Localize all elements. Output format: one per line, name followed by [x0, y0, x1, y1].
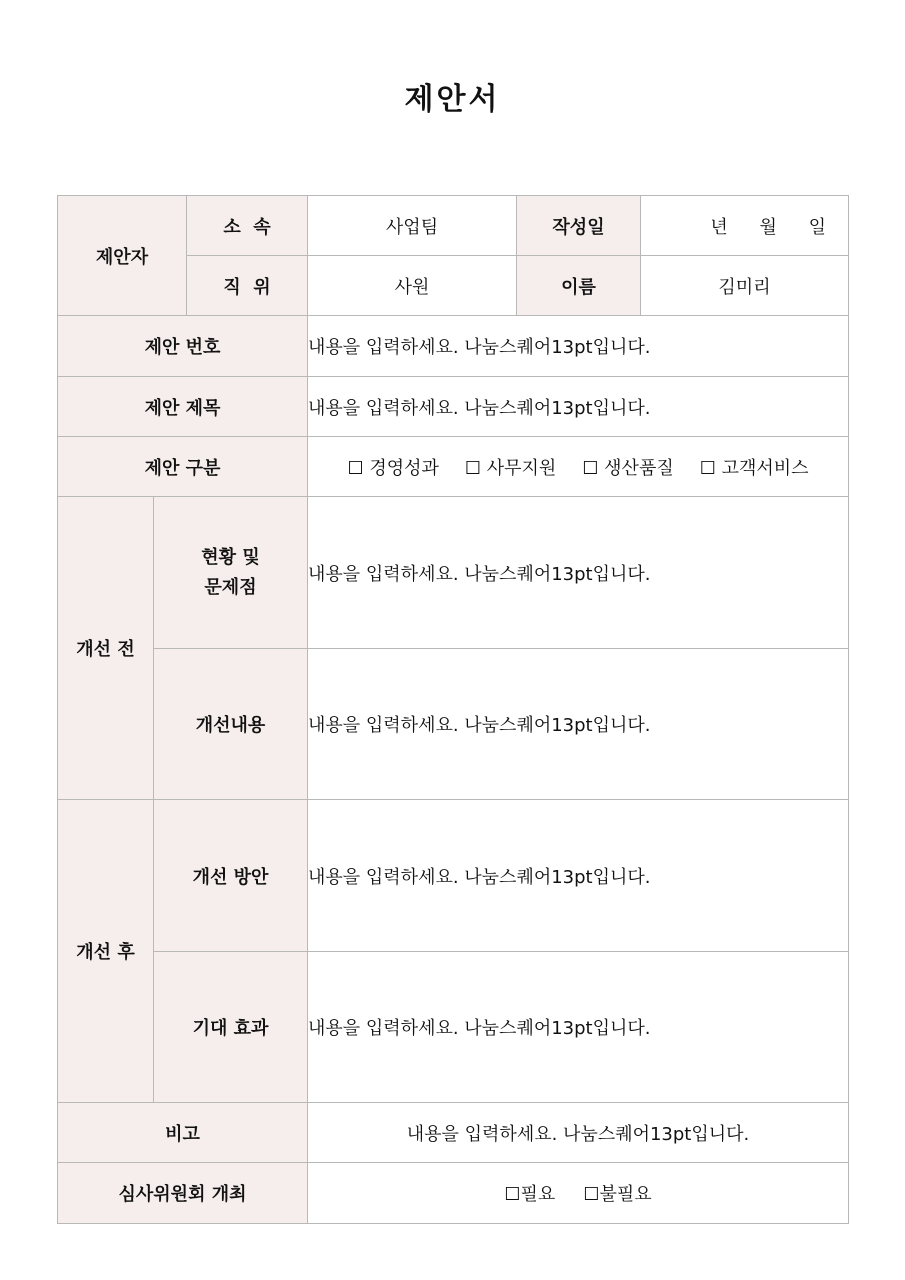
category-checkbox-customer[interactable]: ☐ 고객서비스	[699, 457, 809, 479]
dept-label: 소 속	[187, 196, 308, 256]
table-row	[58, 316, 849, 377]
table-row	[58, 1103, 849, 1163]
improvement-plan-label: 개선 방안	[154, 800, 308, 952]
proposal-number-value[interactable]: 내용을 입력하세요. 나눔스퀘어13pt입니다.	[308, 316, 849, 377]
position-label: 직 위	[187, 256, 308, 316]
expected-effect-label: 기대 효과	[154, 952, 308, 1103]
committee-checkbox-required[interactable]: ☐필요	[504, 1184, 556, 1205]
date-year: 년	[710, 216, 728, 238]
name-label: 이름	[517, 256, 641, 316]
table-row	[58, 1163, 849, 1224]
position-value[interactable]: 사원	[308, 256, 517, 316]
table-row	[58, 377, 849, 437]
table-row	[58, 952, 849, 1103]
date-label: 작성일	[517, 196, 641, 256]
remarks-value[interactable]: 내용을 입력하세요. 나눔스퀘어13pt입니다.	[308, 1103, 849, 1163]
committee-label: 심사위원회 개최	[58, 1163, 308, 1224]
proposal-subject-label: 제안 제목	[58, 377, 308, 437]
before-improvement-label: 개선 전	[58, 497, 154, 800]
table-row	[58, 497, 849, 649]
category-checkbox-production[interactable]: ☐ 생산품질	[582, 457, 674, 479]
document-title: 제안서	[404, 82, 501, 117]
problem-label	[154, 497, 308, 649]
problem-label-line1: 현황 및	[201, 546, 260, 568]
improvement-plan-value[interactable]: 내용을 입력하세요. 나눔스퀘어13pt입니다.	[308, 800, 849, 952]
category-checkbox-office[interactable]: ☐ 사무지원	[464, 457, 557, 479]
proposer-label: 제안자	[58, 196, 187, 316]
remarks-label: 비고	[58, 1103, 308, 1163]
table-row	[58, 196, 849, 256]
proposal-form-table	[57, 195, 849, 1224]
problem-label-line2: 문제점	[204, 576, 257, 598]
date-field[interactable]	[641, 196, 849, 256]
table-row	[58, 437, 849, 497]
expected-effect-value[interactable]: 내용을 입력하세요. 나눔스퀘어13pt입니다.	[308, 952, 849, 1103]
name-value[interactable]: 김미리	[641, 256, 849, 316]
problem-value[interactable]: 내용을 입력하세요. 나눔스퀘어13pt입니다.	[308, 497, 849, 649]
proposal-category-label: 제안 구분	[58, 437, 308, 497]
proposal-number-label: 제안 번호	[58, 316, 308, 377]
improvement-content-value[interactable]: 내용을 입력하세요. 나눔스퀘어13pt입니다.	[308, 649, 849, 800]
dept-value[interactable]: 사업팀	[308, 196, 517, 256]
proposal-subject-value[interactable]: 내용을 입력하세요. 나눔스퀘어13pt입니다.	[308, 377, 849, 437]
table-row	[58, 800, 849, 952]
date-day: 일	[808, 216, 827, 238]
date-month: 월	[759, 216, 777, 238]
improvement-content-label: 개선내용	[154, 649, 308, 800]
table-row	[58, 649, 849, 800]
category-checkbox-management[interactable]: ☐ 경영성과	[347, 457, 439, 479]
committee-options	[308, 1163, 849, 1224]
committee-checkbox-not-required[interactable]: ☐불필요	[583, 1184, 652, 1205]
proposal-category-options	[308, 437, 849, 497]
after-improvement-label: 개선 후	[58, 800, 154, 1103]
